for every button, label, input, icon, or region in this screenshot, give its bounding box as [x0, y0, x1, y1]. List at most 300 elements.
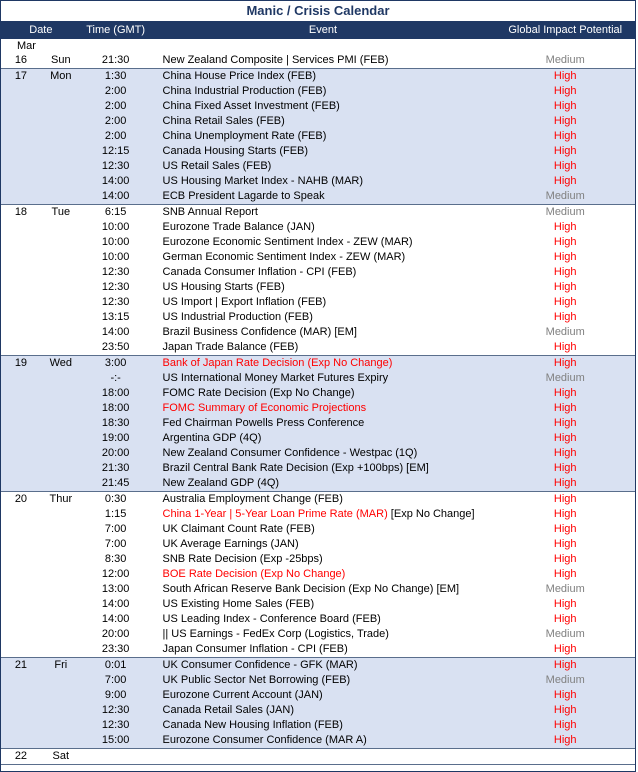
- impact-badge: Medium: [545, 326, 585, 338]
- day-of-week: Sun: [51, 54, 71, 66]
- day-number: 21: [14, 659, 28, 671]
- event-name: BOE Rate Decision (Exp No Change): [162, 568, 346, 580]
- day-number: [1, 642, 41, 657]
- day-number: [1, 265, 41, 280]
- event-time: 8:30: [104, 553, 127, 565]
- event-name: Bank of Japan Rate Decision (Exp No Change): [162, 357, 393, 369]
- event-name: UK Consumer Confidence - GFK (MAR): [162, 659, 358, 671]
- table-row: [1, 461, 635, 476]
- table-row: [1, 295, 635, 310]
- event-name: New Zealand GDP (4Q): [162, 477, 280, 489]
- event-time: 18:00: [101, 402, 130, 414]
- table-row: [1, 416, 635, 431]
- event-name: SNB Annual Report: [162, 206, 258, 218]
- table-row: [1, 507, 635, 522]
- event-time: 1:30: [104, 70, 127, 82]
- event-name: US Leading Index - Conference Board (FEB): [162, 613, 381, 625]
- event-time: 20:00: [101, 628, 130, 640]
- day-group: [1, 658, 635, 749]
- calendar-title: Manic / Crisis Calendar: [1, 0, 635, 22]
- table-row: [1, 325, 635, 340]
- event-name: US Retail Sales (FEB): [162, 160, 272, 172]
- event-name: Argentina GDP (4Q): [162, 432, 262, 444]
- day-of-week: Wed: [49, 357, 73, 369]
- header-time: Time (GMT): [86, 24, 146, 36]
- event-time: 15:00: [101, 734, 130, 746]
- impact-badge: Medium: [545, 54, 585, 66]
- impact-badge: High: [553, 160, 577, 172]
- event-name-cell: [151, 310, 496, 325]
- event-time: 12:30: [101, 266, 130, 278]
- day-number: [1, 552, 41, 567]
- day-group: [1, 492, 635, 658]
- impact-badge: Medium: [545, 674, 585, 686]
- impact-badge: High: [553, 704, 577, 716]
- table-row: [1, 567, 635, 582]
- event-time: 14:00: [101, 598, 130, 610]
- day-number: [1, 310, 41, 325]
- impact-badge: High: [553, 477, 577, 489]
- event-name: US Housing Starts (FEB): [162, 281, 285, 293]
- event-name-cell: [151, 189, 496, 204]
- header-event: Event: [308, 24, 338, 36]
- day-of-week: [41, 733, 81, 748]
- event-name: Eurozone Current Account (JAN): [162, 689, 323, 701]
- table-row: [1, 310, 635, 325]
- day-of-week: [41, 235, 81, 250]
- event-time: 13:00: [101, 583, 130, 595]
- impact-badge: High: [553, 613, 577, 625]
- day-number: [1, 174, 41, 189]
- day-number: [1, 688, 41, 703]
- day-number: [1, 99, 41, 114]
- event-time: 12:30: [101, 296, 130, 308]
- event-name-cell: [151, 461, 496, 476]
- event-name: Fed Chairman Powells Press Conference: [162, 417, 365, 429]
- day-number: 17: [14, 70, 28, 82]
- impact-badge: High: [553, 659, 577, 671]
- day-number: [1, 371, 41, 386]
- impact-badge: High: [553, 281, 577, 293]
- day-group: [1, 205, 635, 356]
- event-name: UK Public Sector Net Borrowing (FEB): [162, 674, 351, 686]
- event-time: 12:30: [101, 160, 130, 172]
- day-of-week: [41, 174, 81, 189]
- day-of-week: [41, 250, 81, 265]
- table-row: [1, 159, 635, 174]
- event-name-cell: [151, 114, 496, 129]
- day-of-week: [41, 476, 81, 491]
- table-row: [1, 386, 635, 401]
- event-name-cell: [151, 688, 496, 703]
- event-name-cell: [151, 53, 496, 68]
- day-of-week: [41, 144, 81, 159]
- table-row: [1, 537, 635, 552]
- event-time: 19:00: [101, 432, 130, 444]
- table-row: [1, 658, 635, 673]
- impact-badge: High: [553, 70, 577, 82]
- event-name: Canada Housing Starts (FEB): [162, 145, 309, 157]
- day-of-week: [41, 718, 81, 733]
- event-name: Canada New Housing Inflation (FEB): [162, 719, 343, 731]
- impact-badge: Medium: [545, 583, 585, 595]
- day-number: 19: [14, 357, 28, 369]
- day-group: [1, 69, 635, 205]
- event-time: 14:00: [101, 175, 130, 187]
- event-name-cell: [151, 401, 496, 416]
- day-of-week: Tue: [51, 206, 71, 218]
- event-name-cell: [151, 416, 496, 431]
- event-name: Brazil Central Bank Rate Decision (Exp +100bps) [EM]: [162, 462, 429, 474]
- table-row: [1, 280, 635, 295]
- day-number: [1, 718, 41, 733]
- event-name-cell: [151, 612, 496, 627]
- event-name: UK Claimant Count Rate (FEB): [162, 523, 315, 535]
- event-time: 18:30: [101, 417, 130, 429]
- day-of-week: [41, 325, 81, 340]
- event-name: US Housing Market Index - NAHB (MAR): [162, 175, 364, 187]
- event-time: 14:00: [101, 326, 130, 338]
- day-of-week: [41, 688, 81, 703]
- event-name-cell: [151, 356, 496, 371]
- day-of-week: [41, 129, 81, 144]
- event-name: New Zealand Composite | Services PMI (FEB): [162, 54, 389, 66]
- event-time: 14:00: [101, 613, 130, 625]
- event-name: UK Average Earnings (JAN): [162, 538, 299, 550]
- table-row: [1, 446, 635, 461]
- day-number: [1, 280, 41, 295]
- event-time: 12:30: [101, 704, 130, 716]
- event-time: 3:00: [104, 357, 127, 369]
- impact-badge: [495, 749, 635, 764]
- day-number: [1, 703, 41, 718]
- event-name: US International Money Market Futures Expiry: [162, 372, 389, 384]
- event-time: 9:00: [104, 689, 127, 701]
- day-number: 16: [14, 54, 28, 66]
- day-of-week: [41, 522, 81, 537]
- table-row: [1, 69, 635, 84]
- impact-badge: High: [553, 553, 577, 565]
- event-time: 2:00: [104, 115, 127, 127]
- event-name: Eurozone Consumer Confidence (MAR A): [162, 734, 367, 746]
- day-number: [1, 235, 41, 250]
- event-name-cell: [151, 99, 496, 114]
- day-of-week: [41, 159, 81, 174]
- day-number: [1, 627, 41, 642]
- day-number: [1, 597, 41, 612]
- event-name-cell: [151, 522, 496, 537]
- day-of-week: [41, 461, 81, 476]
- table-row: [1, 612, 635, 627]
- event-time: 12:15: [101, 145, 130, 157]
- impact-badge: High: [553, 266, 577, 278]
- event-time: 23:30: [101, 643, 130, 655]
- impact-badge: High: [553, 130, 577, 142]
- month-label: Mar: [1, 39, 635, 53]
- day-number: 20: [14, 493, 28, 505]
- day-number: [1, 325, 41, 340]
- table-row: [1, 189, 635, 204]
- day-of-week: [41, 416, 81, 431]
- event-name-cell: [151, 492, 496, 507]
- day-of-week: [41, 114, 81, 129]
- impact-badge: Medium: [545, 372, 585, 384]
- event-name-cell: [151, 129, 496, 144]
- event-time: 0:30: [104, 493, 127, 505]
- impact-badge: High: [553, 447, 577, 459]
- event-time: 14:00: [101, 190, 130, 202]
- event-name-cell: [151, 567, 496, 582]
- day-number: 18: [14, 206, 28, 218]
- day-of-week: [41, 84, 81, 99]
- day-number: [1, 84, 41, 99]
- impact-badge: Medium: [545, 628, 585, 640]
- impact-badge: High: [553, 387, 577, 399]
- event-name-cell: [151, 673, 496, 688]
- day-of-week: [41, 642, 81, 657]
- day-of-week: Thur: [49, 493, 73, 505]
- table-row: [1, 371, 635, 386]
- event-name-cell: [151, 627, 496, 642]
- impact-badge: High: [553, 432, 577, 444]
- impact-badge: High: [553, 493, 577, 505]
- day-of-week: [41, 386, 81, 401]
- day-number: [1, 295, 41, 310]
- event-name: New Zealand Consumer Confidence - Westpac (1Q): [162, 447, 418, 459]
- day-number: [1, 129, 41, 144]
- event-name-cell: [151, 446, 496, 461]
- event-name: US Import | Export Inflation (FEB): [162, 296, 327, 308]
- event-name-cell: [151, 159, 496, 174]
- day-of-week: [41, 99, 81, 114]
- event-time: [81, 749, 151, 764]
- event-name-cell: [151, 235, 496, 250]
- impact-badge: High: [553, 145, 577, 157]
- day-of-week: [41, 340, 81, 355]
- day-of-week: [41, 401, 81, 416]
- day-number: [1, 144, 41, 159]
- day-number: [1, 567, 41, 582]
- table-row: [1, 642, 635, 657]
- event-name-cell: [151, 220, 496, 235]
- day-number: [1, 220, 41, 235]
- impact-badge: High: [553, 719, 577, 731]
- day-of-week: [41, 627, 81, 642]
- event-name-cell: [151, 144, 496, 159]
- table-row: [1, 220, 635, 235]
- table-row: [1, 235, 635, 250]
- event-time: 7:00: [104, 674, 127, 686]
- day-number: [1, 340, 41, 355]
- table-row: [1, 673, 635, 688]
- event-name-cell: [151, 552, 496, 567]
- table-row: [1, 84, 635, 99]
- day-of-week: [41, 189, 81, 204]
- day-number: [1, 114, 41, 129]
- event-time: 0:01: [104, 659, 127, 671]
- event-name: Eurozone Economic Sentiment Index - ZEW (MAR): [162, 236, 413, 248]
- day-number: [1, 476, 41, 491]
- day-of-week: [41, 537, 81, 552]
- day-group: [1, 356, 635, 492]
- day-of-week: Fri: [54, 659, 68, 671]
- header-date: Date: [29, 24, 53, 36]
- impact-badge: High: [553, 402, 577, 414]
- impact-badge: High: [553, 175, 577, 187]
- event-name-cell: [151, 749, 496, 764]
- table-row: [1, 129, 635, 144]
- event-time: 2:00: [104, 85, 127, 97]
- event-name-cell: [151, 597, 496, 612]
- column-headers: [1, 22, 635, 39]
- event-name: FOMC Summary of Economic Projections: [162, 402, 367, 414]
- event-name-cell: [151, 340, 496, 355]
- day-of-week: [41, 703, 81, 718]
- table-row: [1, 597, 635, 612]
- table-row: [1, 340, 635, 355]
- event-name-cell: [151, 718, 496, 733]
- event-time: 10:00: [101, 221, 130, 233]
- day-of-week: [41, 597, 81, 612]
- event-name-cell: [151, 658, 496, 673]
- impact-badge: High: [553, 115, 577, 127]
- impact-badge: High: [553, 296, 577, 308]
- event-time: 7:00: [104, 523, 127, 535]
- impact-badge: High: [553, 417, 577, 429]
- event-time: 12:30: [101, 719, 130, 731]
- event-name-cell: [151, 280, 496, 295]
- event-name-cell: [151, 537, 496, 552]
- impact-badge: High: [553, 689, 577, 701]
- event-name: China Unemployment Rate (FEB): [162, 130, 327, 142]
- event-name-cell: [151, 507, 496, 522]
- day-number: [1, 386, 41, 401]
- event-name: Canada Consumer Inflation - CPI (FEB): [162, 266, 357, 278]
- impact-badge: High: [553, 734, 577, 746]
- day-of-week: [41, 220, 81, 235]
- event-time: 12:00: [101, 568, 130, 580]
- event-name: US Industrial Production (FEB): [162, 311, 313, 323]
- day-of-week: [41, 310, 81, 325]
- table-row: [1, 356, 635, 371]
- day-number: [1, 461, 41, 476]
- event-name: China Fixed Asset Investment (FEB): [162, 100, 340, 112]
- event-name-cell: [151, 703, 496, 718]
- day-number: [1, 582, 41, 597]
- table-row: [1, 114, 635, 129]
- impact-badge: High: [553, 643, 577, 655]
- event-name-cell: [151, 371, 496, 386]
- event-name: China House Price Index (FEB): [162, 70, 316, 82]
- event-name: South African Reserve Bank Decision (Exp No Change) [EM]: [162, 583, 460, 595]
- table-row: [1, 99, 635, 114]
- table-row: [1, 749, 635, 764]
- event-name: US Existing Home Sales (FEB): [162, 598, 315, 610]
- event-time: 10:00: [101, 251, 130, 263]
- table-row: [1, 627, 635, 642]
- header-impact: Global Impact Potential: [508, 24, 623, 36]
- table-row: [1, 688, 635, 703]
- day-of-week: [41, 371, 81, 386]
- table-row: [1, 522, 635, 537]
- day-of-week: [41, 431, 81, 446]
- event-time: 2:00: [104, 100, 127, 112]
- table-row: [1, 431, 635, 446]
- day-of-week: [41, 612, 81, 627]
- event-name-cell: [151, 69, 496, 84]
- event-name: Australia Employment Change (FEB): [162, 493, 343, 505]
- event-name-cell: [151, 174, 496, 189]
- impact-badge: High: [553, 357, 577, 369]
- day-of-week: [41, 280, 81, 295]
- day-number: [1, 733, 41, 748]
- event-time: 23:50: [101, 341, 130, 353]
- day-number: [1, 673, 41, 688]
- event-name: Japan Consumer Inflation - CPI (FEB): [162, 643, 348, 655]
- event-time: 21:45: [101, 477, 130, 489]
- event-name-cell: [151, 250, 496, 265]
- impact-badge: High: [553, 462, 577, 474]
- impact-badge: High: [553, 221, 577, 233]
- day-of-week: Sat: [52, 750, 70, 762]
- day-of-week: Mon: [50, 70, 72, 82]
- event-name: Brazil Business Confidence (MAR) [EM]: [162, 326, 357, 338]
- event-name: China Industrial Production (FEB): [162, 85, 327, 97]
- table-row: [1, 718, 635, 733]
- day-group: [1, 749, 635, 765]
- event-name-cell: [151, 582, 496, 597]
- day-number: [1, 401, 41, 416]
- day-number: [1, 189, 41, 204]
- day-number: [1, 250, 41, 265]
- event-time: 13:15: [101, 311, 130, 323]
- day-of-week: [41, 295, 81, 310]
- event-time: 2:00: [104, 130, 127, 142]
- table-row: [1, 476, 635, 491]
- impact-badge: High: [553, 100, 577, 112]
- day-of-week: [41, 673, 81, 688]
- event-name-cell: [151, 84, 496, 99]
- table-row: [1, 552, 635, 567]
- days-container: [1, 53, 635, 765]
- impact-badge: Medium: [545, 206, 585, 218]
- day-of-week: [41, 552, 81, 567]
- impact-badge: High: [553, 568, 577, 580]
- impact-badge: High: [553, 251, 577, 263]
- table-row: [1, 265, 635, 280]
- day-of-week: [41, 567, 81, 582]
- event-time: 21:30: [101, 54, 130, 66]
- event-name-cell: [151, 476, 496, 491]
- event-name: German Economic Sentiment Index - ZEW (MAR): [162, 251, 406, 263]
- event-name: FOMC Rate Decision (Exp No Change): [162, 387, 355, 399]
- table-row: [1, 205, 635, 220]
- day-number: [1, 431, 41, 446]
- event-name: SNB Rate Decision (Exp -25bps): [162, 553, 323, 565]
- day-number: [1, 446, 41, 461]
- day-number: [1, 507, 41, 522]
- impact-badge: High: [553, 341, 577, 353]
- table-row: [1, 492, 635, 507]
- event-name-suffix: [Exp No Change]: [387, 508, 475, 520]
- event-name-cell: [151, 386, 496, 401]
- event-time: 10:00: [101, 236, 130, 248]
- event-name: ECB President Lagarde to Speak: [162, 190, 325, 202]
- event-time: 18:00: [101, 387, 130, 399]
- event-name: China Retail Sales (FEB): [162, 115, 285, 127]
- event-time: 1:15: [104, 508, 127, 520]
- day-number: [1, 612, 41, 627]
